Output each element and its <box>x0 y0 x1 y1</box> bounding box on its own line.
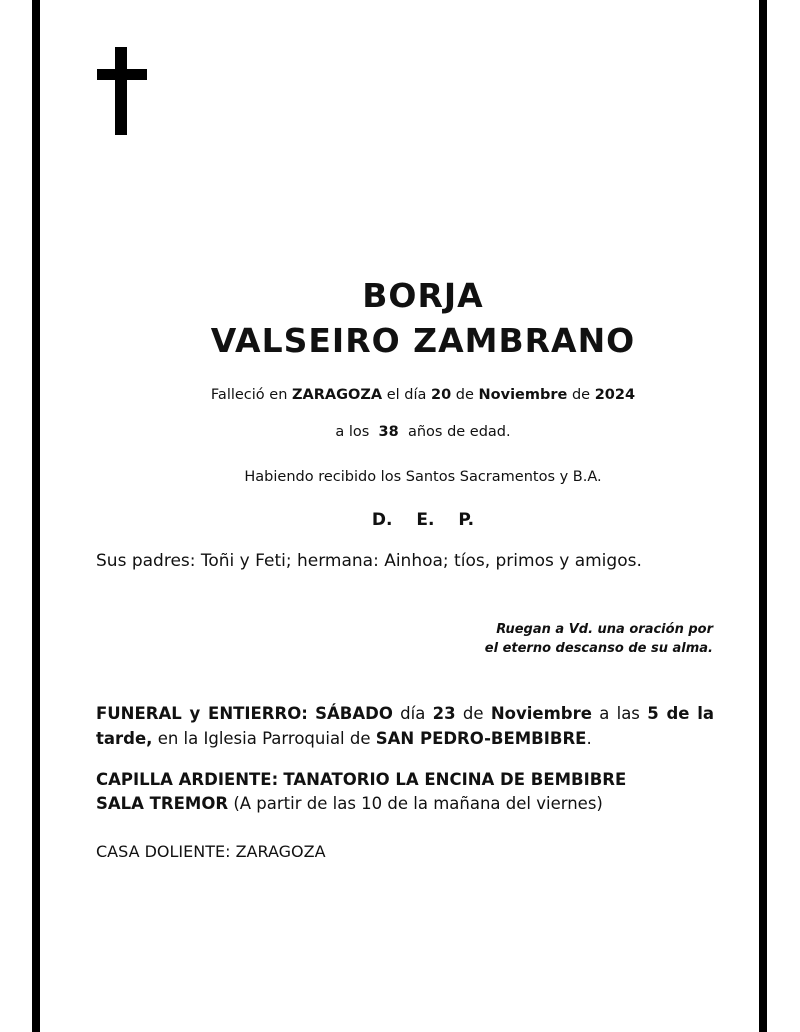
funeral-at: a las <box>599 704 640 723</box>
funeral-time: 5 de la tarde, <box>96 704 715 748</box>
rip-line: D. E. P. <box>371 510 475 530</box>
sacraments-line: Habiendo recibido los Santos Sacramentos y B.A. <box>244 469 602 485</box>
family-line: Sus padres: Toñi y Feti; hermana: Ainhoa; tíos, primos y amigos. <box>96 551 642 571</box>
funeral-weekday: SÁBADO <box>315 704 393 723</box>
funeral-de: de <box>462 704 484 723</box>
chapel-label: CAPILLA ARDIENTE: <box>96 770 279 789</box>
death-prefix: Falleció en <box>210 387 288 403</box>
chapel-place: TANATORIO LA ENCINA DE BEMBIBRE <box>283 770 627 789</box>
deceased-first-name: BORJA <box>362 276 484 315</box>
age-prefix: a los <box>335 424 370 440</box>
mourning-house-label: CASA DOLIENTE: <box>96 842 231 861</box>
death-month: Noviembre <box>478 387 568 403</box>
cross-icon <box>97 47 147 135</box>
death-day: 20 <box>431 387 452 403</box>
mourning-house-line <box>96 842 326 861</box>
funeral-day: 23 <box>432 704 456 723</box>
prayer-line-1: Ruegan a Vd. una oración por <box>496 622 713 637</box>
death-year-prefix: de <box>571 387 591 403</box>
death-place: ZARAGOZA <box>292 387 383 403</box>
death-month-prefix: de <box>455 387 474 403</box>
chapel-line-2 <box>96 792 626 816</box>
prayer-line-2: el eterno descanso de su alma. <box>484 641 713 656</box>
death-line <box>0 387 800 403</box>
mourning-house-place: ZARAGOZA <box>235 842 326 861</box>
age-suffix: años de edad. <box>407 424 511 440</box>
funeral-month: Noviembre <box>490 704 592 723</box>
funeral-label: FUNERAL y ENTIERRO: <box>96 704 308 723</box>
age-value: 38 <box>378 424 399 440</box>
chapel-line-1 <box>96 768 626 792</box>
funeral-location: SAN PEDRO-BEMBIBRE <box>375 729 587 748</box>
funeral-location-prefix: en la Iglesia Parroquial de <box>157 729 371 748</box>
funeral-end: . <box>586 729 592 748</box>
deceased-surnames: VALSEIRO ZAMBRANO <box>210 321 636 360</box>
age-line <box>0 424 800 440</box>
funeral-day-word: día <box>400 704 426 723</box>
death-year: 2024 <box>594 387 636 403</box>
chapel-room: SALA TREMOR <box>96 794 229 813</box>
death-day-prefix: el día <box>386 387 427 403</box>
chapel-block <box>96 768 626 816</box>
chapel-note: (A partir de las 10 de la mañana del viernes) <box>233 794 603 813</box>
prayer-request <box>400 620 713 658</box>
funeral-paragraph <box>96 701 714 751</box>
